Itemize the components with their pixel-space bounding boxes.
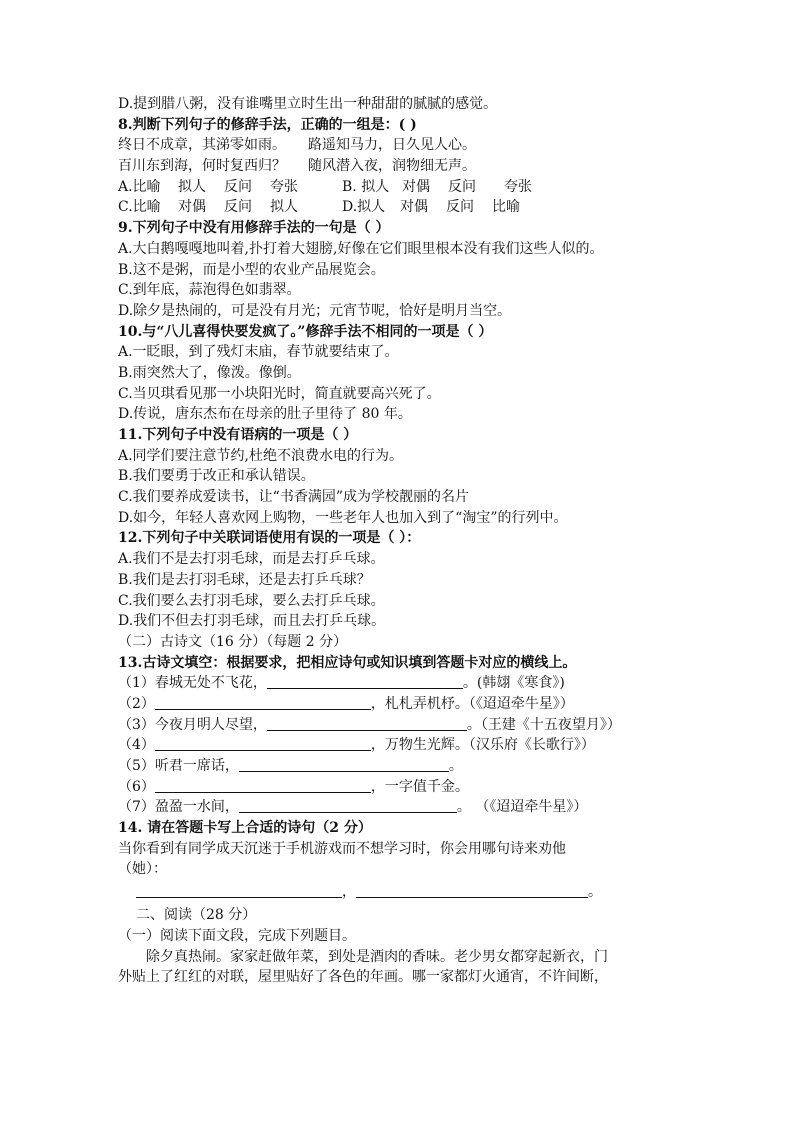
q14-period: 。 [588,884,602,901]
q8-a-4: 夸张 [270,178,298,195]
q13-1-answer-blank[interactable] [267,674,463,689]
q8-c-2: 对偶 [178,199,206,216]
q13-line-7 [118,797,688,818]
q10-option-b: B.雨突然大了，像泼。像倒。 [118,364,301,381]
q12-stem: 12.下列句子中关联词语使用有误的一项是（ ）： [118,530,421,547]
q8-d-2: 对偶 [400,199,428,216]
q14-answer-blank-1[interactable] [136,883,342,898]
q13-7-source: 。 （《迢迢牵牛星》） [456,799,588,816]
q9-option-b: B.这不是粥，而是小型的农业产品展览会。 [118,261,385,278]
part-reading-subheading: （一）阅读下面文段，完成下列题目。 [118,927,356,944]
q8-a-3: 反问 [224,178,252,195]
q8-b-1: B. 拟人 [342,178,390,195]
q13-6-prompt: （6） [118,778,155,795]
q9-stem: 9.下列句子中没有用修辞手法的一句是（ ） [118,220,390,237]
q8-b-4: 夸张 [504,178,532,195]
q12-option-b: B.我们是去打羽毛球，还是去打乒乓球？ [118,571,371,588]
q8-d-3: 反问 [446,199,474,216]
q8-sentence-3: 百川东到海，何时复西归？ [118,158,286,175]
q13-1-prompt: （1）春城无处不飞花， [118,675,267,692]
q13-line-3 [118,715,688,736]
q8-sentence-row-1 [118,135,688,156]
q13-2-prompt: （2） [118,695,155,712]
passage-line-2: 外贴上了红红的对联，屋里贴好了各色的年画。哪一家都灯火通宵，不许间断， [118,969,608,986]
q11-option-d: D.如今，年轻人喜欢网上购物，一些老年人也加入到了“淘宝”的行列中。 [118,509,568,526]
q8-stem: 8.判断下列句子的修辞手法，正确的一组是：( ) [118,116,417,133]
passage-line-1: 除夕真热闹。家家赶做年菜，到处是酒肉的香味。老少男女都穿起新衣，门 [146,948,608,965]
q8-sentence-4: 随风潜入夜，润物细无声。 [308,158,476,175]
q13-line-2 [118,694,688,715]
q10-option-c: C.当贝琪看见那一小块阳光时，简直就要高兴死了。 [118,385,441,402]
q13-7-prompt: （7）盈盈一水间， [118,799,239,816]
q8-sentence-1: 终日不成章，其涕零如雨。 [118,137,286,154]
q12-option-a: A.我们不是去打羽毛球，而是去打乒乓球。 [118,551,385,568]
q12-option-c: C.我们要么去打羽毛球，要么去打乒乓球。 [118,592,385,609]
q13-line-6 [118,777,688,798]
q8-d-1: D.拟人 [342,199,386,216]
q13-2-source: ，札札弄机杼。（《迢迢牵牛星》） [370,695,574,712]
q7-option-d: D.提到腊八粥，没有谁嘴里立时生出一种甜甜的腻腻的感觉。 [118,96,498,112]
part-reading-heading: 二、阅读（28 分） [136,907,257,924]
q14-comma: ， [342,884,356,901]
q8-c-4: 拟人 [270,199,298,216]
q13-4-prompt: （4） [118,737,155,754]
q8-options-cd [118,197,688,218]
q13-3-source: 。（王建《十五夜望月》） [466,716,621,733]
q14-stem: 14. 请在答题卡写上合适的诗句（2 分） [118,820,372,837]
q13-1-source: 。(韩翃《寒食》) [462,675,565,692]
q13-2-answer-blank[interactable] [155,695,371,710]
q13-6-answer-blank[interactable] [155,778,371,793]
q14-prompt-line-1: 当你看到有同学成天沉迷于手机游戏而不想学习时，你会用哪句诗来劝他 [118,840,566,857]
q9-option-d: D.除夕是热闹的，可是没有月光；元宵节呢，恰好是明月当空。 [118,302,512,319]
q13-4-source: ，万物生光辉。（汉乐府《长歌行》） [370,737,595,754]
q13-3-prompt: （3）今夜月明人尽望， [118,716,267,733]
q8-d-4: 比喻 [492,199,520,216]
q8-sentence-2: 路遥知马力，日久见人心。 [308,137,476,154]
q13-6-source: ，一字值千金。 [370,778,469,795]
q14-answer-blank-2[interactable] [356,883,588,898]
q13-3-answer-blank[interactable] [267,716,467,731]
q8-b-3: 反问 [448,178,476,195]
q10-option-a: A.一眨眼，到了残灯末庙，春节就要结束了。 [118,344,399,361]
q9-option-a: A.大白鹅嘎嘎地叫着,扑打着大翅膀,好像在它们眼里根本没有我们这些人似的。 [118,240,604,257]
q13-line-5 [118,756,688,777]
q14-prompt-line-2: （她）： [118,861,167,878]
q9-option-c: C.到年底，蒜泡得色如翡翠。 [118,282,301,299]
q10-stem: 10.与“八儿喜得快要发疯了。”修辞手法不相同的一项是（ ） [118,323,493,340]
q13-line-4 [118,735,688,756]
exam-page [118,94,688,988]
q13-5-end: 。 [448,758,463,774]
q10-option-d: D.传说，唐东杰布在母亲的肚子里待了 80 年。 [118,406,412,423]
q13-4-answer-blank[interactable] [155,736,371,751]
q12-option-d: D.我们不但去打羽毛球，而且去打乒乓球。 [118,613,386,630]
q13-line-1 [118,673,688,694]
q13-5-prompt: （5）听君一席话， [118,758,239,774]
q11-option-c: C.我们要养成爱读书，让“书香满园”成为学校靓丽的名片 [118,489,469,506]
q8-a-2: 拟人 [178,178,206,195]
q8-b-2: 对偶 [402,178,430,195]
q14-answer-line [118,880,688,905]
section-classical-heading: （二）古诗文（16 分）（每题 2 分） [118,633,348,650]
q11-option-a: A.同学们要注意节约,杜绝不浪费水电的行为。 [118,447,404,464]
q8-sentence-row-2 [118,156,688,177]
q11-option-b: B.我们要勇于改正和承认错误。 [118,468,315,485]
q13-7-answer-blank[interactable] [239,798,457,813]
q13-5-answer-blank[interactable] [239,757,449,772]
q13-stem: 13.古诗文填空：根据要求，把相应诗句或知识填到答题卡对应的横线上。 [118,654,577,671]
q8-c-3: 反问 [224,199,252,216]
q8-c-1: C.比喻 [118,199,161,216]
q8-options-ab [118,177,688,198]
q11-stem: 11.下列句子中没有语病的一项是（ ） [118,427,358,443]
q8-a-1: A.比喻 [118,178,161,195]
